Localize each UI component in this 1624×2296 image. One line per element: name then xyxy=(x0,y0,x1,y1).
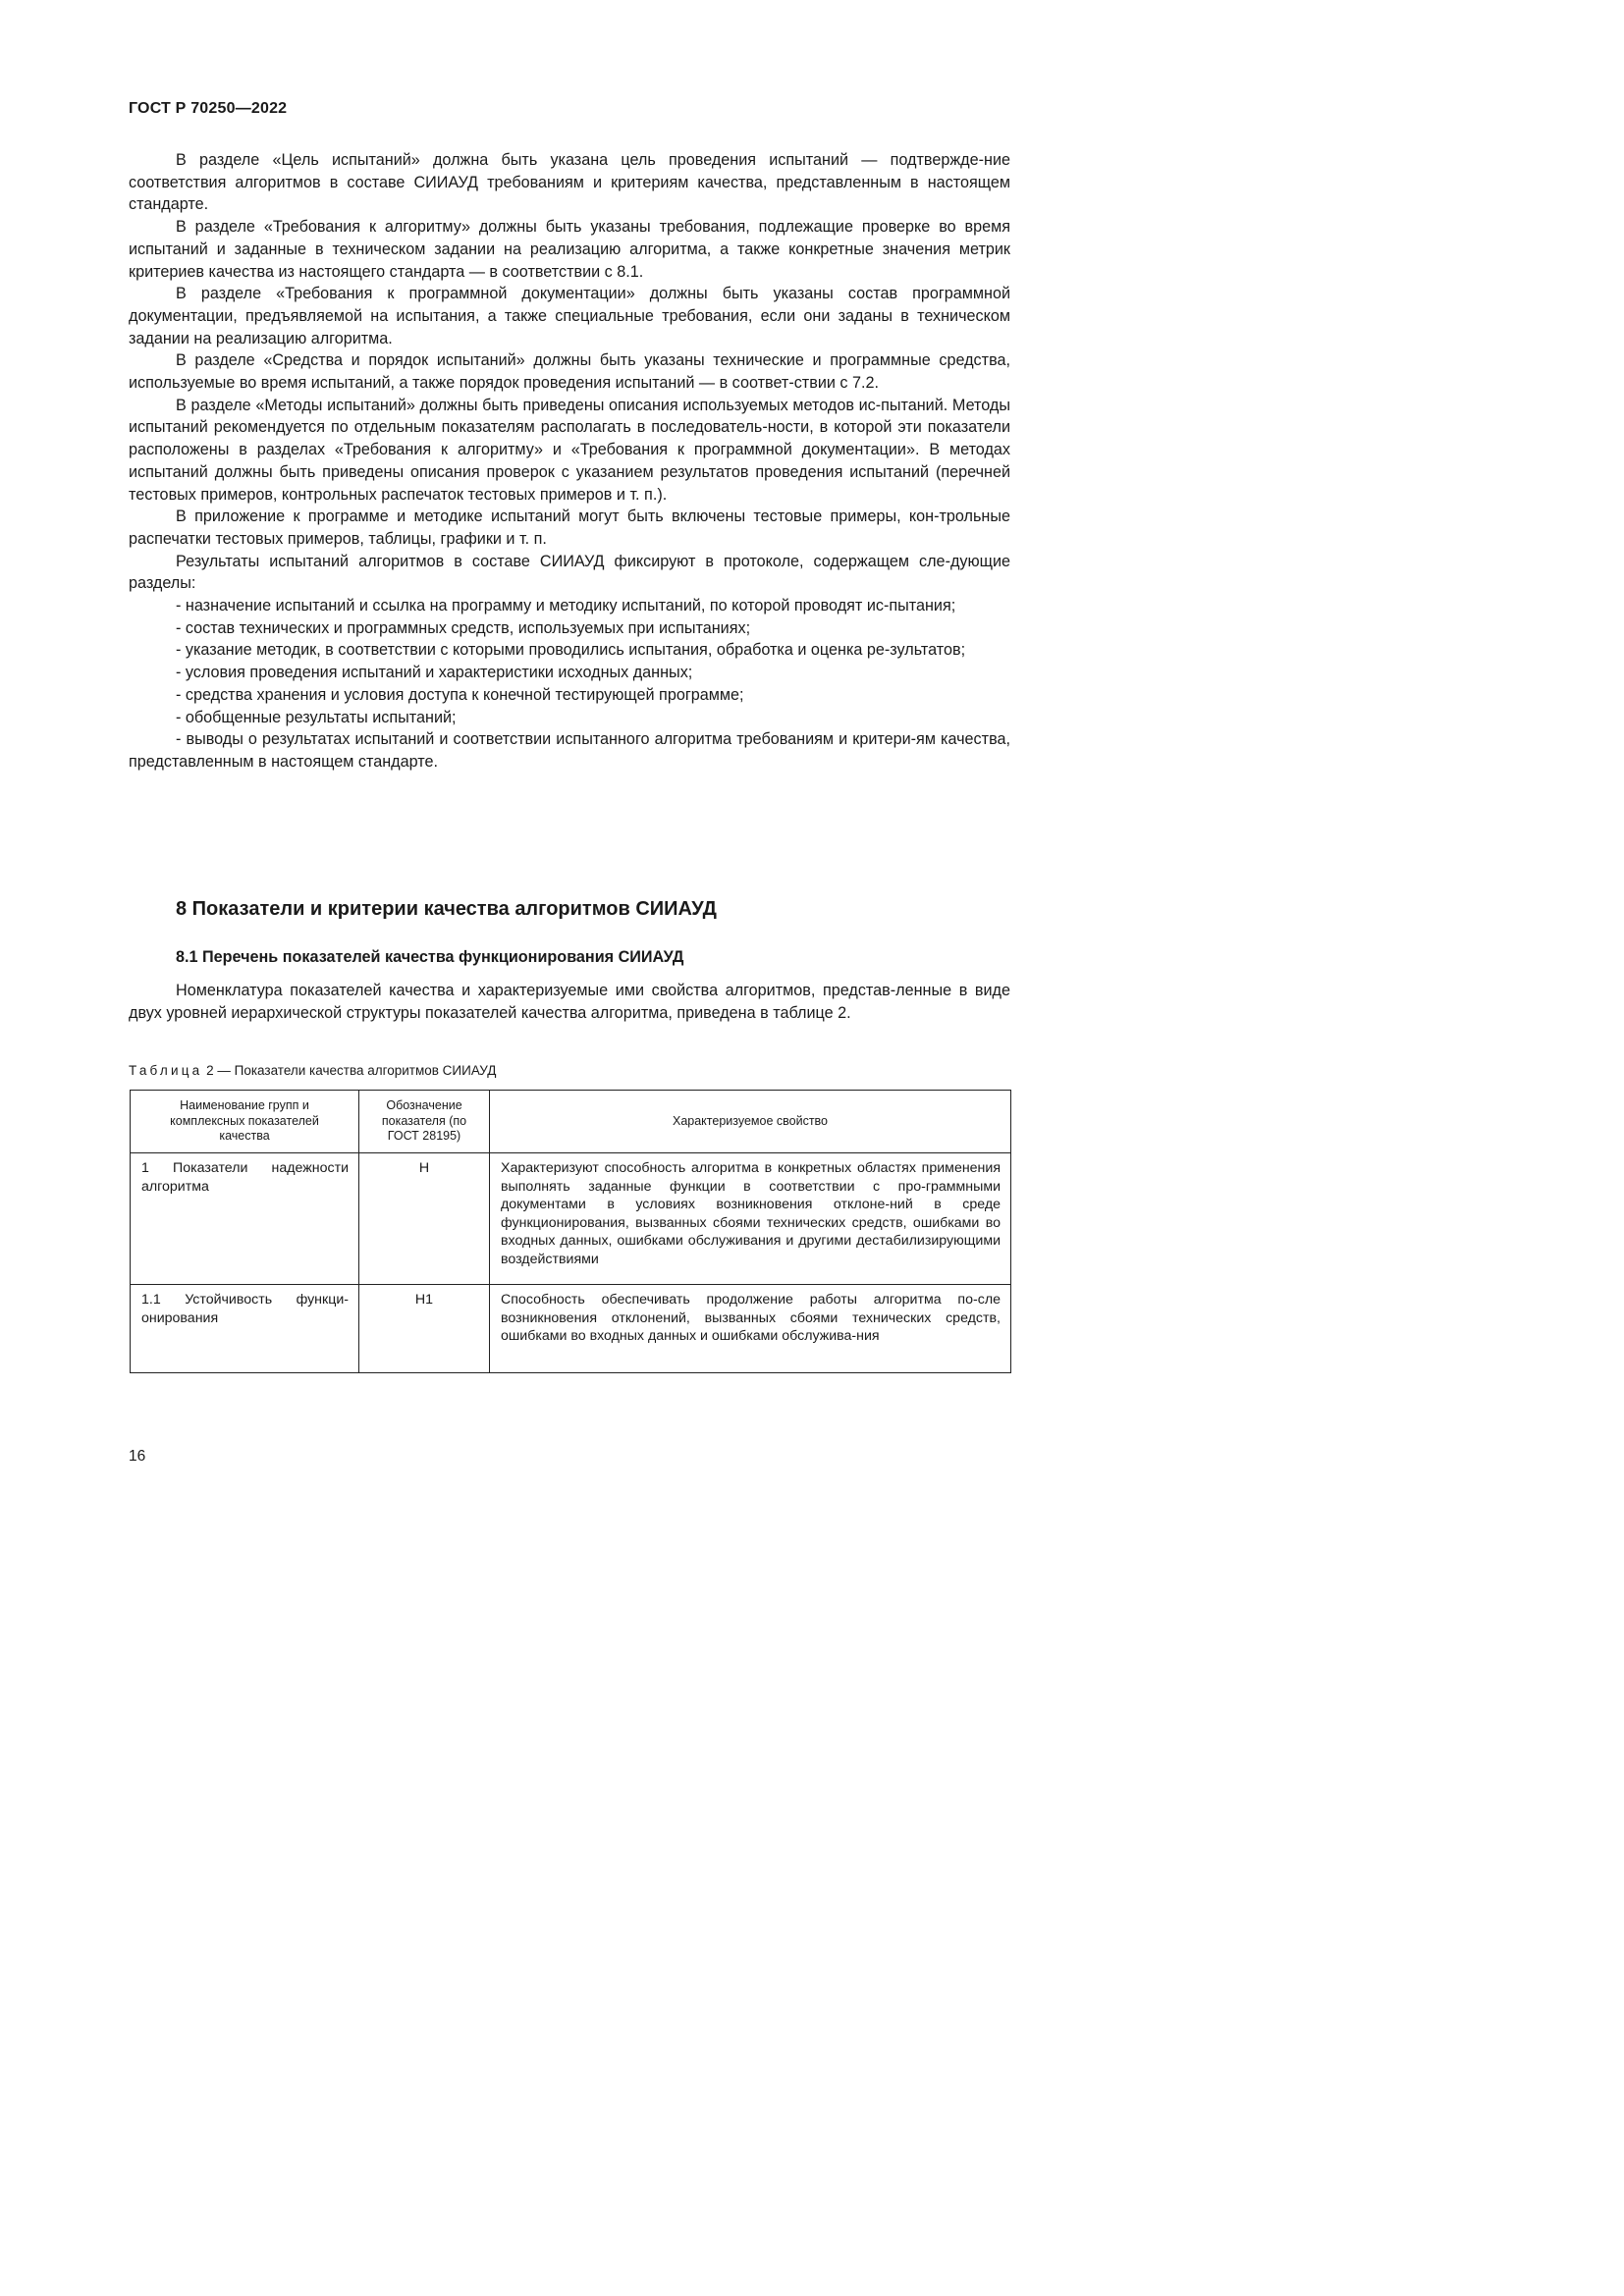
table-cell xyxy=(490,1153,1011,1285)
header-cell xyxy=(359,1091,490,1153)
indicator-property: Способность обеспечивать продолжение работы алгоритма по-сле возникновения отклонений, вызванных сбоями технических средств, ошибками во входных данных и ошибками обслужива-ния xyxy=(501,1292,1001,1344)
table-cell xyxy=(131,1285,359,1373)
table-caption-text: 2 — Показатели качества алгоритмов СИИАУД xyxy=(206,1063,497,1078)
page-number: 16 xyxy=(129,1448,146,1465)
indicator-property: Характеризуют способность алгоритма в конкретных областях применения выполнять заданные функции в соответствии с про-граммными документами в условиях возникновения отклоне-ний в среде функционирования, вызванных сбоями технических средств, ошибками во входных данных, ошибками обслуживания и другими дестабилизирующими воздействиями xyxy=(501,1160,1001,1267)
table-row xyxy=(131,1153,1011,1285)
header-text: Обозначение показателя (по ГОСТ 28195) xyxy=(381,1098,467,1144)
document-page xyxy=(0,0,1081,1528)
table-cell xyxy=(490,1285,1011,1373)
table-caption-label: Таблица xyxy=(129,1063,203,1078)
paragraph: Результаты испытаний алгоритмов в составе СИИАУД фиксируют в протоколе, содержащем сле-дующие разделы: xyxy=(129,552,1010,593)
paragraph: В разделе «Цель испытаний» должна быть указана цель проведения испытаний — подтвержде-ние соответствия алгоритмов в составе СИИАУД требованиям и критериям качества, представленным в настоящем стандарте. xyxy=(129,151,1010,214)
list-item: - состав технических и программных средств, используемых при испытаниях; xyxy=(176,618,751,637)
table-row xyxy=(131,1285,1011,1373)
table-caption xyxy=(129,1063,496,1078)
paragraph: В разделе «Средства и порядок испытаний» должны быть указаны технические и программные средства, используемые во время испытаний, а также порядок проведения испытаний — в соответ-ствии с 7.2. xyxy=(129,351,1010,393)
list-item: - средства хранения и условия доступа к конечной тестирующей программе; xyxy=(176,685,744,704)
indicator-name: 1 Показатели надежности алгоритма xyxy=(141,1160,349,1195)
header-cell xyxy=(490,1091,1011,1153)
list-item: - выводы о результатах испытаний и соответствии испытанного алгоритма требованиям и критери-ям качества, представленным в настоящем стандарте. xyxy=(129,730,1010,771)
header-cell xyxy=(131,1091,359,1153)
section-heading: 8 Показатели и критерии качества алгоритмов СИИАУД xyxy=(176,898,717,920)
indicator-code: Н1 xyxy=(414,1292,434,1308)
header-text: Наименование групп и комплексных показателей качества xyxy=(170,1098,319,1144)
list-item: - указание методик, в соответствии с которыми проводились испытания, обработка и оценка ре-зультатов; xyxy=(176,641,966,660)
header-text: Характеризуемое свойство xyxy=(672,1113,828,1128)
quality-indicators-table xyxy=(130,1090,1011,1373)
body-text xyxy=(129,149,1010,774)
paragraph: В разделе «Требования к алгоритму» должны быть указаны требования, подлежащие проверке во время испытаний и заданные в техническом задании на реализацию алгоритма, а также конкретные значения метрик критериев качества из настоящего стандарта — в соответствии с 8.1. xyxy=(129,218,1010,281)
indicator-name: 1.1 Устойчивость функци-онирования xyxy=(141,1292,349,1326)
table-header-row xyxy=(131,1091,1011,1153)
table-cell xyxy=(359,1153,490,1285)
subsection-heading: 8.1 Перечень показателей качества функционирования СИИАУД xyxy=(176,948,684,966)
section-intro xyxy=(129,980,1010,1024)
paragraph: В разделе «Требования к программной документации» должны быть указаны состав программной документации, предъявляемой на испытания, а также специальные требования, если они заданы в техническом задании на реализацию алгоритма. xyxy=(129,285,1010,347)
table-cell xyxy=(359,1285,490,1373)
table-cell xyxy=(131,1153,359,1285)
standard-header: ГОСТ Р 70250—2022 xyxy=(129,100,288,117)
paragraph: В разделе «Методы испытаний» должны быть приведены описания используемых методов ис-пытаний. Методы испытаний рекомендуется по отдельным показателям располагать в последователь-ности, в которой эти показатели расположены в разделах «Требования к алгоритму» и «Требования к программной документации». В методах испытаний должны быть приведены описания проверок с указанием результатов проведения испытаний (перечней тестовых примеров, контрольных распечаток тестовых примеров и т. п.). xyxy=(129,396,1010,504)
paragraph: Номенклатура показателей качества и характеризуемые ими свойства алгоритмов, представ-ленные в виде двух уровней иерархической структуры показателей качества алгоритма, приведена в таблице 2. xyxy=(129,982,1010,1022)
indicator-code: Н xyxy=(418,1160,430,1176)
list-item: - условия проведения испытаний и характеристики исходных данных; xyxy=(176,664,693,682)
paragraph: В приложение к программе и методике испытаний могут быть включены тестовые примеры, кон-трольные распечатки тестовых примеров, таблицы, графики и т. п. xyxy=(129,507,1010,548)
list-item: - назначение испытаний и ссылка на программу и методику испытаний, по которой проводят ис-пытания; xyxy=(176,597,956,615)
list-item: - обобщенные результаты испытаний; xyxy=(176,708,457,726)
